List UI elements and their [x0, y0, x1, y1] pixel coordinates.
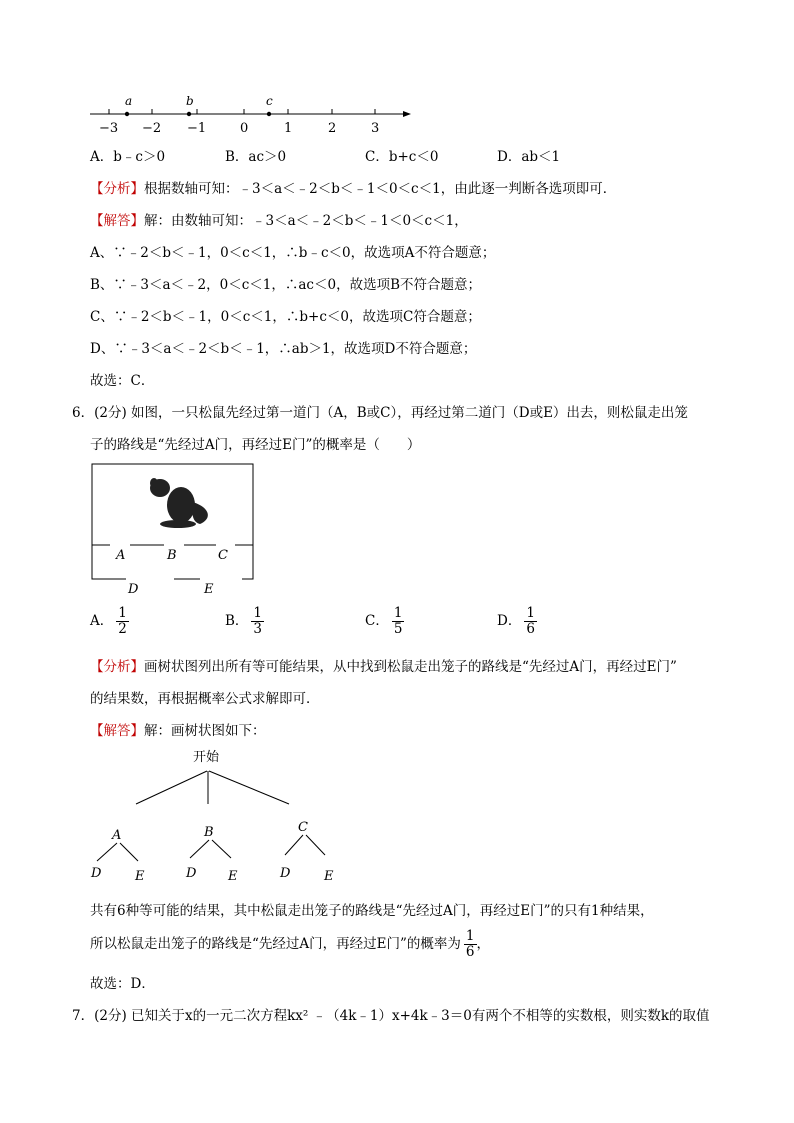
q5-line-a: A、∵﹣2＜b＜﹣1，0＜c＜1，∴b﹣c＜0，故选项A不符合题意；	[90, 245, 496, 261]
tree-leaf-e: E	[135, 869, 145, 884]
q6-analysis-line1	[90, 655, 677, 675]
q5-analysis	[90, 177, 616, 197]
tick-label: −2	[142, 121, 162, 136]
tick-label: 1	[284, 121, 293, 136]
door-e-label: E	[204, 582, 214, 597]
analysis-tag: 【分析】	[90, 659, 144, 675]
solution-text: 解：画树状图如下：	[144, 723, 266, 739]
q6-solution	[90, 719, 266, 739]
q6-stem-line1: 6．(2分) 如图，一只松鼠先经过第一道门（A，B或C），再经过第二道门（D或E）出去，则松鼠走出笼	[72, 405, 688, 421]
tree-leaf-d: D	[280, 866, 291, 881]
point-c	[267, 112, 271, 116]
cage-figure	[88, 462, 260, 598]
tree-diagram	[80, 744, 360, 886]
number-line-arrow	[403, 111, 411, 117]
q5-option-d: D．ab＜1	[497, 149, 561, 165]
solution-text: 解：由数轴可知：﹣3＜a＜﹣2＜b＜﹣1＜0＜c＜1，	[144, 213, 468, 229]
door-b-label: B	[167, 548, 177, 563]
label-c: c	[266, 94, 273, 108]
q5-line-d: D、∵﹣3＜a＜﹣2＜b＜﹣1，∴ab＞1，故选项D不符合题意；	[90, 341, 477, 357]
q6-stem-line2: 子的路线是“先经过A门，再经过E门”的概率是（ ）	[90, 437, 421, 453]
tick-label: −3	[99, 121, 119, 136]
tick-label: 0	[240, 121, 249, 136]
number-line	[85, 92, 415, 140]
q5-line-c: C、∵﹣2＜b＜﹣1，0＜c＜1，∴b+c＜0，故选项C符合题意；	[90, 309, 481, 325]
q7-stem: 7．(2分) 已知关于x的一元二次方程kx² ﹣（4k﹣1）x+4k﹣3＝0有两个不相等的实数根，则实数k的取值	[72, 1008, 710, 1024]
analysis-text: 画树状图列出所有等可能结果，从中找到松鼠走出笼子的路线是“先经过A门，再经过E门”	[144, 659, 677, 675]
door-e-gap	[200, 574, 242, 582]
tree-root: 开始	[193, 750, 220, 765]
label-a: a	[125, 94, 133, 108]
q5-answer: 故选：C．	[90, 373, 155, 389]
point-b	[187, 112, 191, 116]
q6-conclusion-line2: 所以松鼠走出笼子的路线是“先经过A门，再经过E门”的概率为 $\frac{1}{6}$ ，	[90, 928, 491, 960]
point-a	[125, 112, 129, 116]
solution-tag: 【解答】	[90, 213, 144, 229]
q5-solution	[90, 209, 468, 229]
solution-tag: 【解答】	[90, 723, 144, 739]
q5-option-c: C．b+c＜0	[365, 149, 439, 165]
tick-label: −1	[187, 121, 207, 136]
label-b: b	[186, 94, 194, 108]
analysis-tag: 【分析】	[90, 181, 144, 197]
q6-answer: 故选：D．	[90, 976, 155, 992]
door-d-gap	[126, 574, 174, 582]
door-d-label: D	[128, 582, 139, 597]
q6-analysis-line2: 的结果数，再根据概率公式求解即可．	[90, 691, 320, 707]
q5-line-b: B、∵﹣3＜a＜﹣2，0＜c＜1，∴ac＜0，故选项B不符合题意；	[90, 277, 482, 293]
tree-node-a: A	[112, 828, 122, 843]
q6-option-a: A． $\frac{1}{2}$	[90, 605, 127, 637]
door-a-label: A	[116, 548, 126, 563]
tree-node-b: B	[204, 825, 214, 840]
q6-conclusion-line1: 共有6种等可能的结果，其中松鼠走出笼子的路线是“先经过A门，再经过E门”的只有1种结果，	[90, 903, 654, 919]
tick-label: 2	[328, 121, 337, 136]
tree-leaf-d: D	[186, 866, 197, 881]
number-line-ticks	[109, 109, 375, 114]
q5-option-a: A．b﹣c＞0	[90, 149, 166, 165]
door-c-label: C	[218, 548, 228, 563]
tree-leaf-e: E	[324, 869, 334, 884]
analysis-text: 根据数轴可知：﹣3＜a＜﹣2＜b＜﹣1＜0＜c＜1，由此逐一判断各选项即可．	[144, 181, 617, 197]
squirrel-icon	[150, 478, 208, 528]
tick-label: 3	[371, 121, 380, 136]
q5-option-b: B．ac＞0	[225, 149, 287, 165]
q6-option-d: D． $\frac{1}{6}$	[497, 605, 535, 637]
tree-leaf-d: D	[91, 866, 102, 881]
q6-option-b: B． $\frac{1}{3}$	[225, 605, 263, 637]
tree-leaf-e: E	[228, 869, 238, 884]
q6-option-c: C． $\frac{1}{5}$	[365, 605, 403, 637]
tree-node-c: C	[298, 820, 308, 835]
